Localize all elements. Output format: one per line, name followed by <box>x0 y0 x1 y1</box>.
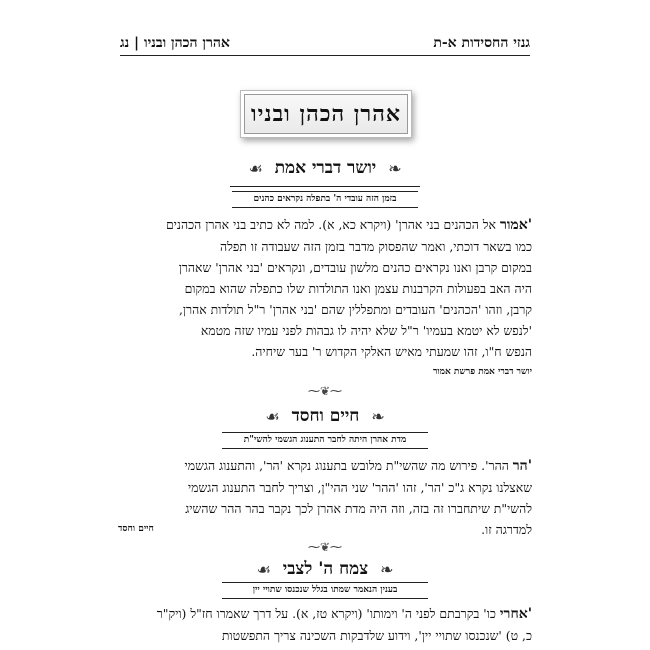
ornament-icon: ☙ <box>265 406 280 426</box>
section-text <box>118 455 532 540</box>
text-line: 'אמור אל הכהנים בני אהרן' (ויקרא כא, א). למה לא כתיב בני אהרן הכהנים <box>165 217 532 233</box>
section-subheading: בענין הנאמר שמתו בגלל שנכנסו שתויי יין <box>222 582 428 599</box>
text-line: 'לנפש לא יטמא בעמיו' ר"ל שלא יהיה לו גבהות לפני עמיו שזה מטמא <box>200 323 532 338</box>
ornament-icon: ❧ <box>380 559 394 579</box>
header-rule <box>120 55 530 56</box>
section-subheading: בזמן הזה עובדי ה' בתפלה נקראים כהנים <box>232 191 418 208</box>
text-line: שאצלנו נקרא ג"כ 'הר', זהו 'ההר' שני ההי"ן, וצריך לחבר התענוג הגשמי <box>187 480 532 495</box>
ornament-icon: ☙ <box>248 158 263 178</box>
text-line: 'הר ההר'. פירוש מה שהשי"ת מלובש בתענוג נקרא 'הר', והתענוג הגשמי <box>184 458 532 474</box>
chapter-title-frame <box>240 90 412 138</box>
text-line: למדרגה זו. חיים וחסד <box>118 519 532 540</box>
section-text <box>118 214 532 362</box>
section-heading-text: צמח ה' לצבי <box>282 559 369 579</box>
ornament-icon: ❧ <box>388 158 402 178</box>
section-subheading: מדת אהרן היתה לחבר התענוג הגשמי להשי"ת <box>222 432 428 449</box>
text-line: כ, ט) 'שנכנסו שתויי יין', וידוע שלדבקות השכינה צריך התפשטות <box>221 628 532 643</box>
text-line: כמו בשאר דוכתי, ואמר שהפסוק מדבר בזמן הזה שעבודה זו תפלה <box>219 239 532 254</box>
text-line: להשי"ת שיתחברו זה בזה, וזה היה מדת אהרן לכך נקבר בהר ההר שהשיג <box>185 501 532 516</box>
ornament-icon: ❧ <box>371 406 385 426</box>
source-citation: חיים וחסד <box>118 524 154 534</box>
heading-rule <box>230 186 420 187</box>
running-header <box>120 28 530 52</box>
header-chapter: אהרן הכהן ובניו <box>144 35 230 51</box>
header-book-title: גנזי החסידות א-ת <box>433 35 530 51</box>
text-line: במקום קרבן ואנו נקראים כהנים מלשון עובדים, ונקראים 'בני אהרן' שאהרן <box>178 260 532 275</box>
chapter-title: אהרן הכהן ובניו <box>251 101 401 127</box>
ornament-icon: ☙ <box>256 559 271 579</box>
section-text <box>118 603 532 646</box>
divider-ornament-icon: ⁓❦⁓ <box>307 540 343 554</box>
text-line: היה האב בפעולות הקרבנות עצמן ואנו התולדות שלו כתפלה שהוא במקום <box>184 281 532 296</box>
lead-word: 'אחרי <box>499 606 532 622</box>
section-heading <box>200 557 450 581</box>
divider-ornament-icon: ⁓❦⁓ <box>307 384 343 398</box>
text-line: קרבן, וזהו 'הכהנים' העובדים ומתפללין שהם 'בני אהרן' ר"ל תולדות אהרן, <box>178 302 532 317</box>
text-line: 'אחרי כו' בקרבתם לפני ה' וימותו' (ויקרא טז, א). על דרך שאמרו חז"ל (ויק"ר <box>156 606 532 622</box>
section-heading <box>200 156 450 180</box>
lead-word: 'אמור <box>499 217 532 233</box>
source-citation: יושר דברי אמת פרשת אמור <box>432 367 532 377</box>
section-heading-text: יושר דברי אמת <box>274 158 377 178</box>
section-heading-text: חיים וחסד <box>291 406 360 426</box>
lead-word: 'הר <box>512 458 532 474</box>
text-line: הנפש ח"ו, זהו שמעתי מאיש האלקי הקדוש ר' בער שיחיה. <box>251 344 532 359</box>
header-page-number: נג <box>120 35 130 51</box>
header-right: אהרן הכהן ובניו | נג <box>120 35 230 51</box>
section-heading <box>200 404 450 428</box>
